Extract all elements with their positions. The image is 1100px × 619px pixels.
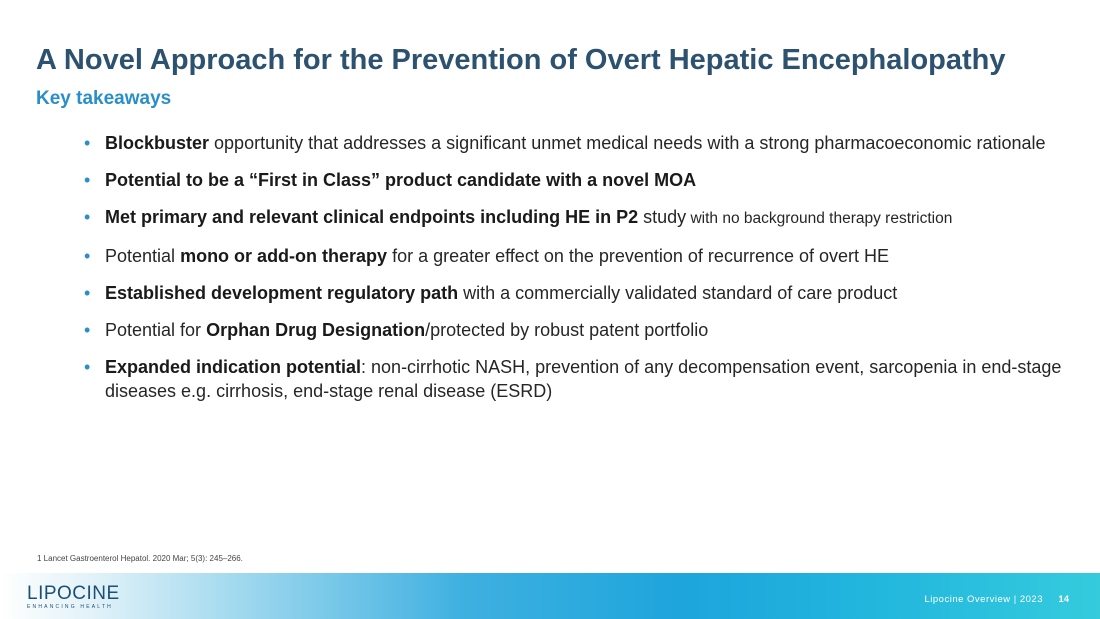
bullet-item <box>84 244 1074 268</box>
takeaways-list <box>84 131 1074 416</box>
bullet-text: opportunity that addresses a significant unmet medical needs with a strong pharmacoeconomic rationale <box>209 133 1046 153</box>
footnote: 1 Lancet Gastroenterol Hepatol. 2020 Mar; 5(3): 245–266. <box>37 554 243 563</box>
bullet-item <box>84 168 1074 192</box>
bullet-text: for a greater effect on the prevention of recurrence of overt HE <box>387 246 890 266</box>
bullet-bold-text: Potential to be a “First in Class” product candidate with a novel MOA <box>105 170 697 190</box>
bullet-text: Potential <box>105 246 181 266</box>
bullet-bold-text: Expanded indication potential <box>105 357 362 377</box>
bullet-text: : non-cirrhotic NASH, prevention of any decompensation event, sarcopenia in end-stage diseases e.g. cirrhosis, end-stage renal disease (ESRD) <box>105 357 1062 401</box>
footer-label: Lipocine Overview | 2023 <box>924 594 1043 605</box>
slide-title: A Novel Approach for the Prevention of Overt Hepatic Encephalopathy <box>36 44 1006 76</box>
bullet-item <box>84 205 1074 231</box>
page-number: 14 <box>1058 594 1069 605</box>
logo-tagline: ENHANCING HEALTH <box>27 604 113 610</box>
bullet-bold-text: Met primary and relevant clinical endpoints including HE in P2 <box>105 207 639 227</box>
bullet-text: study <box>638 207 687 227</box>
bullet-item <box>84 131 1074 155</box>
bullet-bold-text: Blockbuster <box>105 133 210 153</box>
bullet-item <box>84 355 1074 403</box>
bullet-item <box>84 318 1074 342</box>
bullet-text: with a commercially validated standard of care product <box>458 283 898 303</box>
bullet-text: Potential for <box>105 320 207 340</box>
logo-wordmark: LIPOCINE <box>27 583 120 604</box>
bullet-small-text: with no background therapy restriction <box>686 210 953 227</box>
bullet-bold-text: mono or add-on therapy <box>180 246 388 266</box>
bullet-text: /protected by robust patent portfolio <box>425 320 709 340</box>
bullet-bold-text: Established development regulatory path <box>105 283 459 303</box>
bullet-item <box>84 281 1074 305</box>
company-logo <box>27 584 120 610</box>
slide-subtitle: Key takeaways <box>36 88 172 109</box>
footer-bar <box>0 573 1100 619</box>
bullet-bold-text: Orphan Drug Designation <box>206 320 426 340</box>
